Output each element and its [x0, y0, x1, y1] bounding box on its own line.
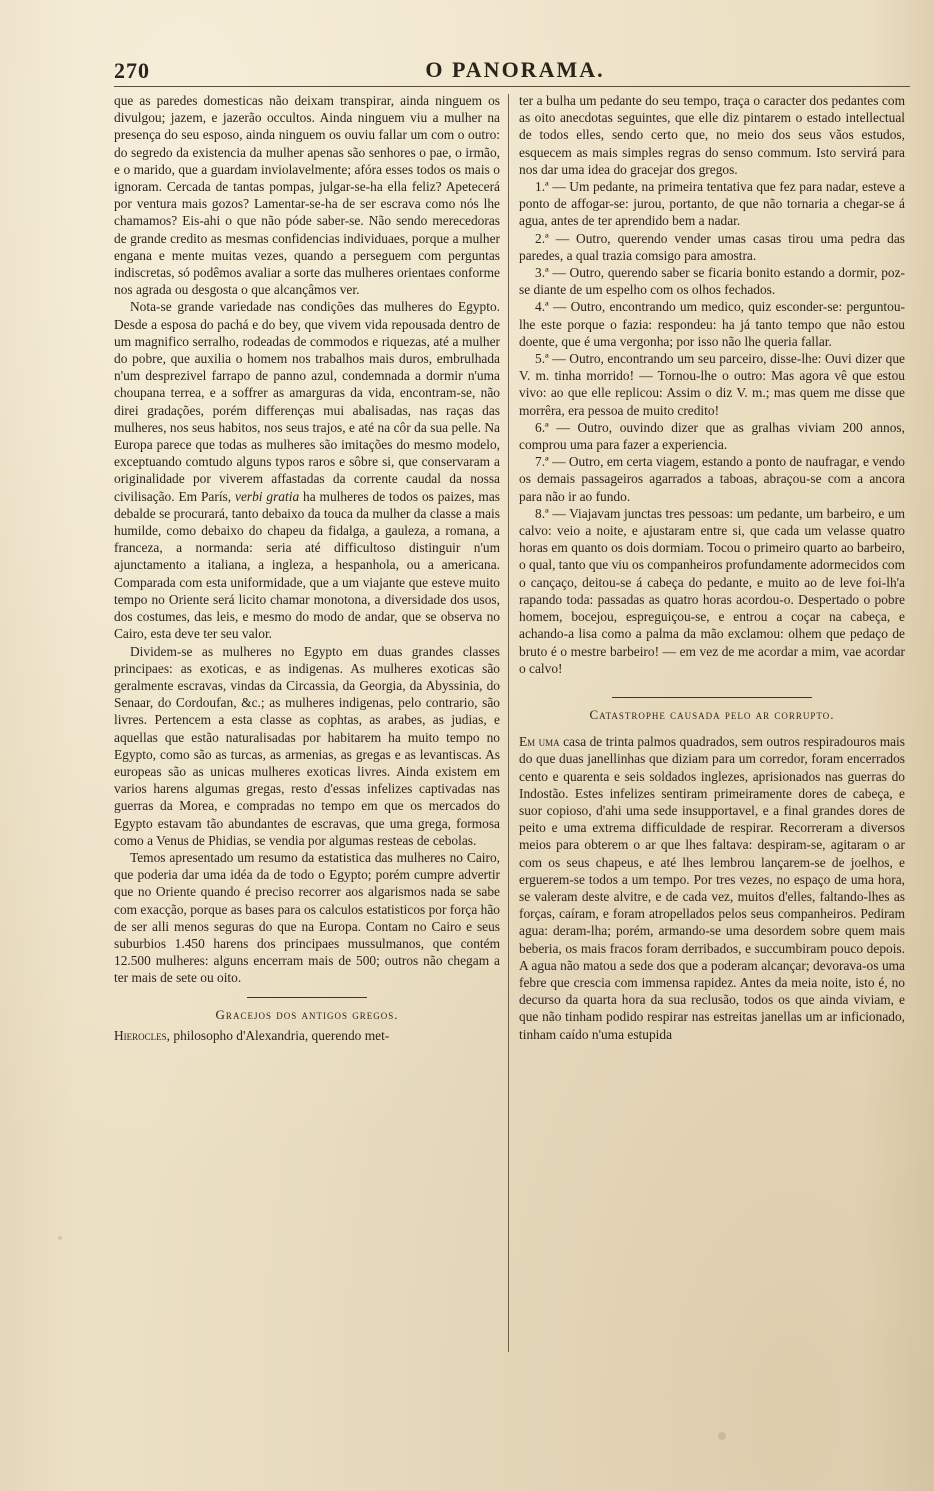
- paragraph: que as paredes domesticas não deixam transpirar, ainda ninguem os divulgou; jazem, e jazerão occultos. Ainda ninguem viu a mulher na presença do seu esposo, ainda ninguem os ouviu fallar um com o outro: do segredo da existencia da mulher apenas são senhores o pae, o irmão, e o marido, que a guardam inviolavelmente; afóra esses todos os mais o ignoram. Cercada de tantas pompas, julgar-se-ha ella feliz? Apetecerá por ventura mais gozos? Lamentar-se-ha de ser escrava como nós lhe chamamos? Eis-ahi o que não póde saber-se. Não sendo merecedoras de grande credito as mesmas confidencias individuaes, porque a mulher engana e mente muitas vezes, quando a perseguem com perguntas indiscretas, só podêmos avaliar a sorte das mulheres orientaes conforme nos agrada ou desgosta o que alcançâmos ver.: [114, 93, 500, 298]
- section-divider: [612, 697, 812, 698]
- lead-in: Em uma: [519, 734, 560, 750]
- paragraph: [519, 733, 905, 1043]
- paragraph-text: Nota-se grande variedade nas condições das mulheres do Egypto. Desde a esposa do pachá e do bey, que vivem vida repousada dentro de um magnifico serralho, rodeadas de commodos e riquezas, até a mulher do pobre, que auxilia o homem nos trabalhos mais duros, embrulhada n'um desprezivel farrapo de panno azul, condemnada a dormir n'uma choupana terrea, e a soffrer as amarguras da vida, encontram-se, não direi gradações, porém differenças mui abalisadas, nas raças das mulheres, nos seus habitos, nos seus trajos, e até na côr da sua pelle. Na Europa parece que todas as mulheres são imitações do mesmo modelo, exceptuando comtudo alguns typos raros e sôbre si, que conservaram a originalidade por viverem affastadas da corrente caudal da nossa civilisação. Em París,: [114, 299, 500, 504]
- paragraph-text: philosopho d'Alexandria, querendo met-: [173, 1027, 390, 1043]
- column-divider: [508, 94, 509, 1352]
- paragraph: Temos apresentado um resumo da estatistica das mulheres no Cairo, que poderia dar uma idéa da de todo o Egypto; porém cumpre advertir que no Oriente quando é preciso recorrer aos algarismos nada se sabe com exacção, porque as bases para os calculos estatisticos por força hão de ser alli menos seguras do que na Europa. Contam no Cairo e seus suburbios 1.450 harens dos principaes mussulmanos, que contém 12.500 mulheres: alguns encerram mais de 500; outros não chegam a ter mais de sete ou oito.: [114, 849, 500, 986]
- section-title: Catastrophe causada pelo ar corrupto.: [589, 706, 835, 722]
- left-column: [114, 92, 500, 1044]
- header-rule: [114, 86, 910, 87]
- anecdote-item: 5.ª — Outro, encontrando um seu parceiro, disse-lhe: Ouvi dizer que V. m. tinha morrido! — Tornou-lhe o outro: Mas agora vê que estou vivo: ao que elle replicou: Assim o diz V. m.; mas quem me disse que morrêra, era pessoa de muito credito!: [519, 351, 905, 418]
- anecdote-item: 4.ª — Outro, encontrando um medico, quiz esconder-se: perguntou-lhe este porque o fazia: respondeu: ha já tanto tempo que não estou doente, que é uma vergonha; por isso não lhe queria fallar.: [519, 299, 905, 349]
- italic-phrase: verbi gratia: [235, 488, 300, 504]
- lead-in: Hierocles,: [114, 1027, 171, 1043]
- running-title: O PANORAMA.: [425, 57, 605, 82]
- paragraph-text: casa de trinta palmos quadrados, sem outros respiradouros mais do que duas janellinhas que diziam para um corredor, foram encerrados cento e quarenta e seis soldados inglezes, aprisionados nas guerras do Indostão. Estes infelizes sentiram primeiramente dores de cabeça, e suor copioso, d'ahi uma sede insupportavel, e a final grandes dores de peito e uma extrema difficuldade de respirar. Recorreram a diversos meios para obterem o ar que lhes faltava: despiram-se, agitaram o ar com os seus chapeus, e até lhes lembrou lançarem-se de joelhos, e erguerem-se todos a um tempo. Por tres vezes, no espaço de uma hora, se valeram deste alvitre, e de cada vez, muitos d'elles, faltando-lhes as forças, caíram, e foram atropellados pelos seus companheiros. Pediram agua: deram-lha; porém, armando-se uma desordem sobre quem mais beberia, os mais fracos foram derribados, e succumbiram pouco depois. A agua não matou a sede dos que a poderam alcançar; devorava-os uma febre que crescia com immensa rapidez. Antes da meia noite, isto é, no decurso da quarta hora da sua reclusão, todos os que ainda viviam, e que não tinham podido respirar nas estreitas janellas um ar inficionado, tinham caído n'uma estupida: [519, 734, 905, 1042]
- anecdote-item: 7.ª — Outro, em certa viagem, estando a ponto de naufragar, e vendo os demais passageiros agarrados a taboas, abraçou-se com a ancora para não ir ao fundo.: [519, 454, 905, 504]
- paragraph-text: ha mulheres de todos os paizes, mas debalde se procurará, tanto debaixo da touca da mulher da classe a mais humilde, como debaixo do chapeu da fidalga, a gauleza, a romana, a franceza, a normanda: seria até difficultoso distinguir n'um ajunctamento a italiana, a ingleza, a hespanhola, ou a americana. Comparada com esta uniformidade, que a um viajante que esteve muito tempo no Oriente será licito chamar monotona, a diversidade dos usos, dos costumes, das leis, e mesmo do modo de andar, que se observa no Cairo, esta deve ter seu valor.: [114, 488, 500, 642]
- anecdote-item: 1.ª — Um pedante, na primeira tentativa que fez para nadar, esteve a ponto de affogar-se: jurou, portanto, de que não tornaria a chegar-se á agua, antes de ter aprendido bem a nadar.: [519, 179, 905, 229]
- page-number: 270: [114, 58, 150, 83]
- paragraph: Dividem-se as mulheres no Egypto em duas grandes classes principaes: as exoticas, e as indigenas. As mulheres exoticas são geralmente escravas, vindas da Circassia, da Georgia, da Abyssinia, do Senaar, do Cordoufan, &c.; as mulheres indigenas, pelo contrario, são livres. Pertencem a esta classe as cophtas, as arabes, as judias, e aquellas que estão naturalisadas por habitarem ha muito tempo no Egypto, como são as turcas, as armenias, as gregas e as levantiscas. As europeas são as unicas mulheres exoticas livres. Ainda existem em varios harens algumas gregas, resto d'essas infelizes captivadas nas guerras da Morea, e compradas no tempo em que os mercados do Egypto estavam tão abundantes de escravas, que uma grega, formosa como a Venus de Phidias, se vendia por algumas resteas de cebolas.: [114, 643, 500, 848]
- paragraph: [114, 1027, 500, 1044]
- anecdote-item: 8.ª — Viajavam junctas tres pessoas: um pedante, um barbeiro, e um calvo: veio a noite, e ajustaram entre si, que cada um velasse quatro horas em quanto os dois dormiam. Tocou o primeiro quarto ao barbeiro, o qual, tanto que viu os companheiros profundamente adormecidos com o cançaço, deitou-se á cabeça do pedante, e muito ao de leve foi-lh'a rapando toda: passadas as quatro horas acordou-o. Despertado o pobre homem, bocejou, espreguiçou-se, e entrou a coçar na cabeça, e achando-a lisa como a palma da mão exclamou: olhem que pedaço de bruto é o mestre barbeiro! — em vez de me acordar a mim, vae acordar o calvo!: [519, 505, 905, 676]
- anecdote-item: 6.ª — Outro, ouvindo dizer que as gralhas viviam 200 annos, comprou uma para fazer a experiencia.: [519, 419, 905, 453]
- paragraph: [114, 298, 500, 642]
- right-column: [519, 92, 905, 1043]
- anecdote-item: 3.ª — Outro, querendo saber se ficaria bonito estando a dormir, poz-se diante de um espelho com os olhos fechados.: [519, 265, 905, 298]
- section-title: Gracejos dos antigos gregos.: [215, 1006, 399, 1022]
- paragraph: ter a bulha um pedante do seu tempo, traça o caracter dos pedantes com as oito anecdotas seguintes, que elle diz pintarem o estado intellectual de todos elles, sendo certo que, no meio dos seus vãos estudos, esquecem as mais simples regras do senso commum. Isto servirá para nos dar uma idea do gracejar dos gregos.: [519, 93, 905, 177]
- paper-stain: [58, 1236, 62, 1240]
- section-divider: [247, 997, 367, 998]
- anecdote-item: 2.ª — Outro, querendo vender umas casas tirou uma pedra das paredes, a qual trazia comsigo para amostra.: [519, 230, 905, 263]
- paper-stain: [718, 1432, 726, 1440]
